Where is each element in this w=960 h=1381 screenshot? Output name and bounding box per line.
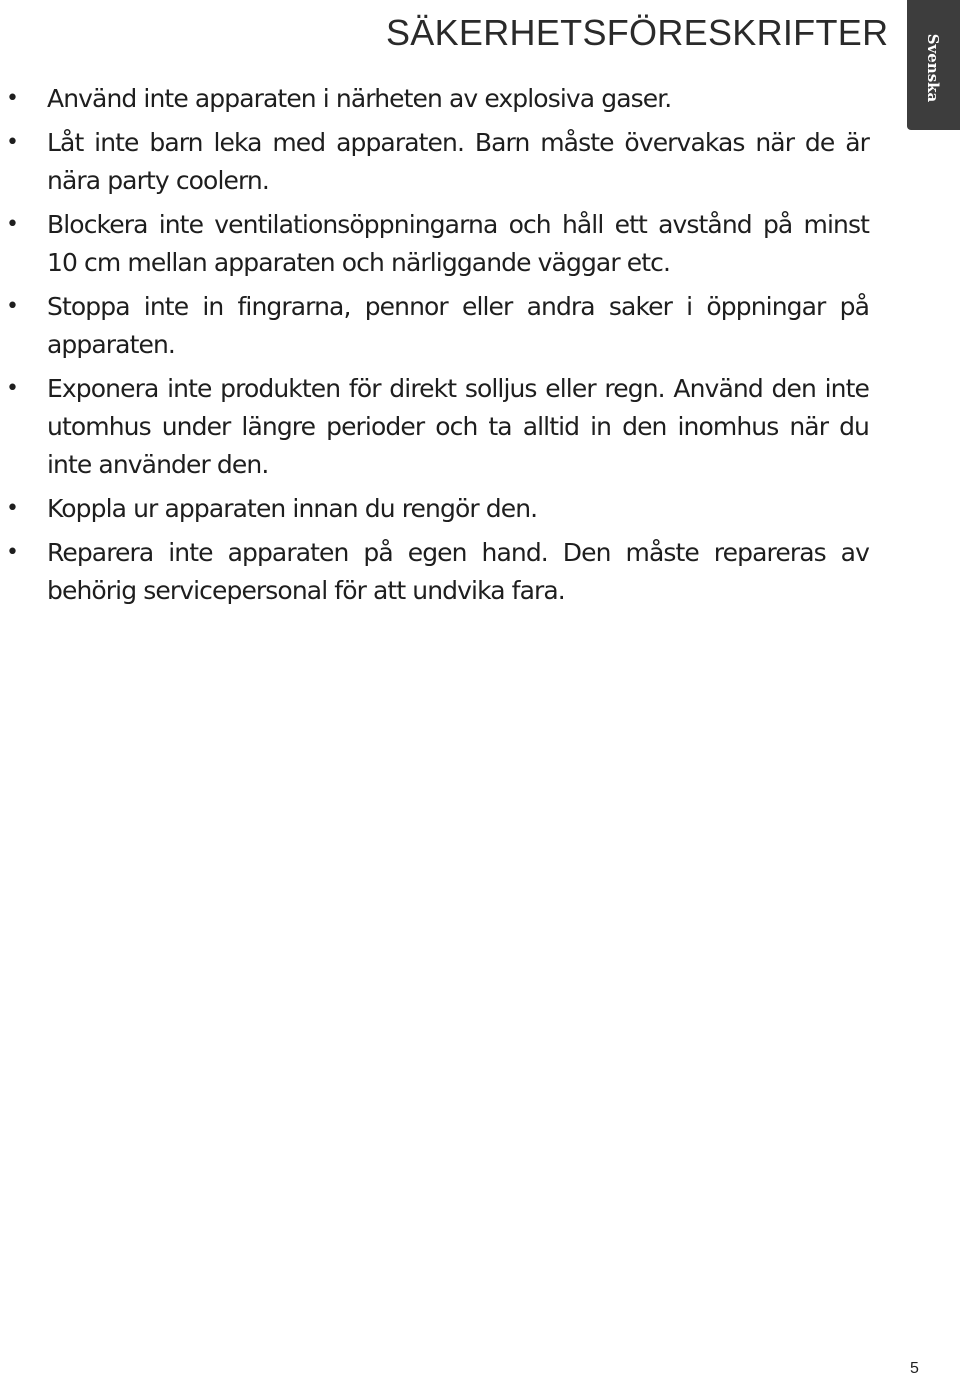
language-tab-label: Svenska (924, 33, 942, 103)
list-item (6, 80, 869, 118)
list-item (6, 490, 869, 528)
rule-text: Använd inte apparaten i närheten av explosiva gaser. (47, 84, 672, 113)
rule-text: Stoppa inte in fingrarna, pennor eller andra saker i öppningar på apparaten. (47, 292, 869, 359)
language-tab (907, 0, 960, 130)
bullet-icon: • (6, 86, 19, 111)
safety-rules-list (6, 80, 869, 616)
list-item (6, 206, 869, 282)
rule-text: Reparera inte apparaten på egen hand. Den måste repareras av behörig servicepersonal för att undvika fara. (47, 538, 869, 605)
list-item (6, 288, 869, 364)
bullet-icon: • (6, 294, 19, 319)
bullet-icon: • (6, 496, 19, 521)
bullet-icon: • (6, 540, 19, 565)
list-item (6, 370, 869, 484)
list-item (6, 534, 869, 610)
page-title: SÄKERHETSFÖRESKRIFTER (386, 12, 889, 53)
rule-text: Exponera inte produkten för direkt solljus eller regn. Använd den inte utomhus under längre perioder och ta alltid in den inomhus när du inte använder den. (47, 374, 869, 479)
rule-text: Koppla ur apparaten innan du rengör den. (47, 494, 538, 523)
rule-text: Låt inte barn leka med apparaten. Barn måste övervakas när de är nära party coolern. (47, 128, 869, 195)
list-item (6, 124, 869, 200)
page-number: 5 (910, 1360, 919, 1377)
bullet-icon: • (6, 130, 19, 155)
bullet-icon: • (6, 376, 19, 401)
bullet-icon: • (6, 212, 19, 237)
rule-text: Blockera inte ventilationsöppningarna och håll ett avstånd på minst 10 cm mellan apparaten och närliggande väggar etc. (47, 210, 869, 277)
